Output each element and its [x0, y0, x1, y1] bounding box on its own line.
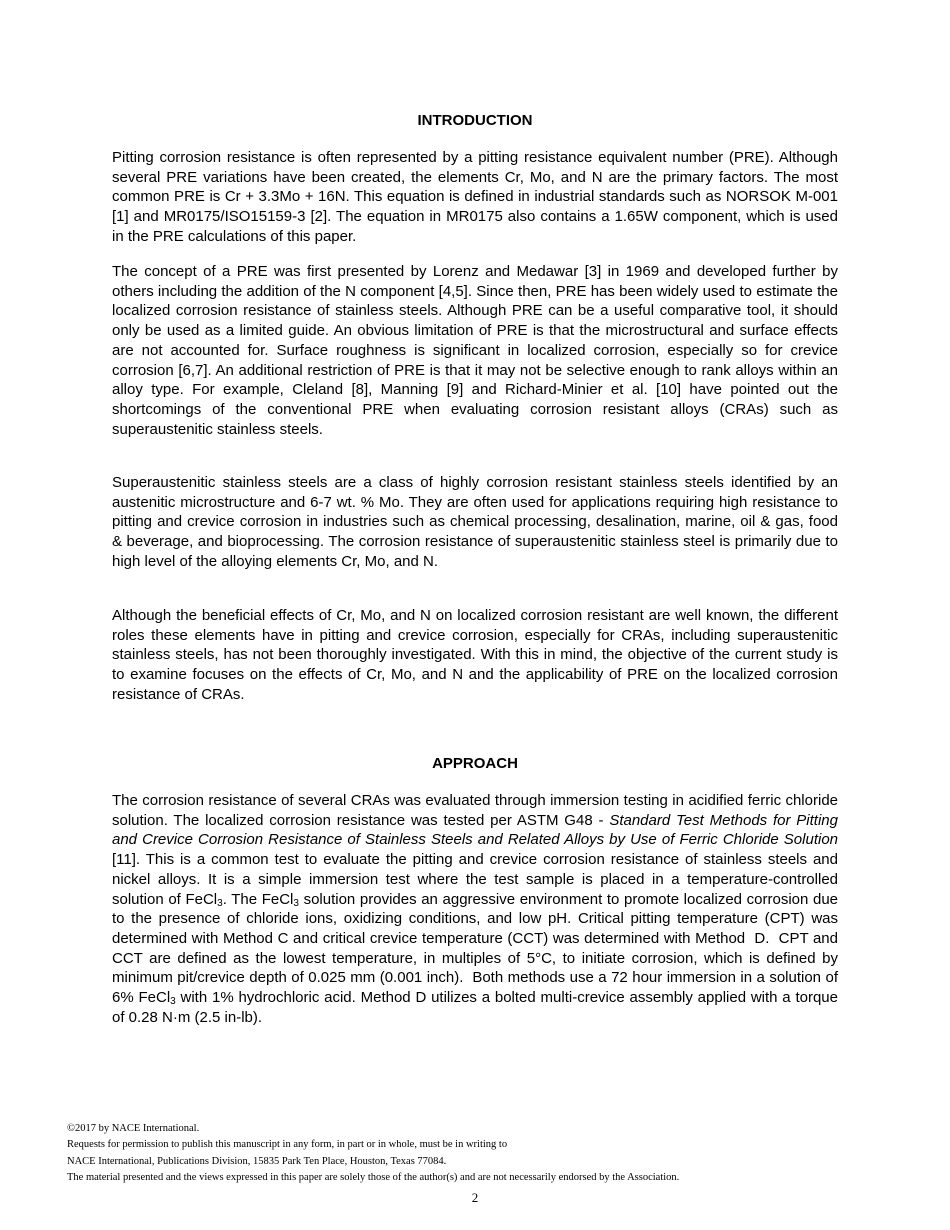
footer-permission-line: Requests for permission to publish this manuscript in any form, in part or in whole, must be in writing to	[67, 1139, 508, 1151]
introduction-paragraph-3: Superaustenitic stainless steels are a class of highly corrosion resistant stainless steels identified by an austenitic microstructure and 6-7 wt. % Mo. They are often used for applications requiring high resistance to pitting and crevice corrosion in industries such as chemical processing, desalination, marine, oil & gas, food & beverage, and bioprocessing. The corrosion resistance of superaustenitic stainless steel is primarily due to high level of the alloying elements Cr, Mo, and N.	[112, 474, 838, 570]
footer-copyright: ©2017 by NACE International.	[67, 1123, 200, 1134]
introduction-heading: INTRODUCTION	[417, 112, 533, 129]
introduction-paragraph-2: The concept of a PRE was first presented by Lorenz and Medawar [3] in 1969 and developed further by others including the addition of the N component [4,5]. Since then, PRE has been widely used to estimate the localized corrosion resistance of stainless steels. Although PRE can be a useful comparative tool, it should only be used as a limited guide. An obvious limitation of PRE is that the microstructural and surface effects are not accounted for. Surface roughness is significant in localized corrosion, especially so for crevice corrosion [6,7]. An additional restriction of PRE is that it may not be selective enough to rank alloys within an alloy type. For example, Cleland [8], Manning [9] and Richard-Minier et al. [10] have pointed out the shortcomings of the conventional PRE when evaluating corrosion resistant alloys (CRAs) such as superaustenitic stainless steels.	[112, 263, 838, 438]
subscript-3a: 3	[217, 897, 223, 909]
approach-text-4: . The FeCl	[222, 890, 294, 908]
approach-text-6: with 1% hydrochloric acid. Method D utilizes a bolted multi-crevice assembly applied with a torque of 0.28 N·m (2.5 in-lb).	[112, 989, 838, 1026]
astm-title-italic: Standard Test Methods for Pitting and Crevice Corrosion Resistance of Stainless Steels and Related Alloys by Use of Ferric Chloride Solution	[112, 811, 838, 849]
approach-text-1: The corrosion resistance of several CRAs was evaluated through immersion testing in acidified ferric chloride solution. The localized corrosion resistance was tested per ASTM G48 -	[112, 792, 838, 829]
footer-disclaimer-line: The material presented and the views expressed in this paper are solely those of the author(s) and are not necessarily endorsed by the Association.	[67, 1171, 680, 1183]
introduction-paragraph-4: Although the beneficial effects of Cr, Mo, and N on localized corrosion resistant are well known, the different roles these elements have in pitting and crevice corrosion, especially for CRAs, including superaustenitic stainless steels, has not been thoroughly investigated. With this in mind, the objective of the current study is to examine focuses on the effects of Cr, Mo, and N and the applicability of PRE on the localized corrosion resistance of CRAs.	[112, 607, 838, 703]
subscript-3b: 3	[293, 897, 299, 909]
introduction-paragraph-1: Pitting corrosion resistance is often represented by a pitting resistance equivalent number (PRE). Although several PRE variations have been created, the elements Cr, Mo, and N are the primary factors. The most common PRE is Cr + 3.3Mo + 16N. This equation is defined in industrial standards such as NORSOK M-001 [1] and MR0175/ISO15159-3 [2]. The equation in MR0175 also contains a 1.65W component, which is used in the PRE calculations of this paper.	[112, 149, 838, 245]
copyright-footer	[67, 1121, 887, 1186]
approach-paragraph	[112, 791, 838, 1027]
page-number: 2	[471, 1190, 479, 1205]
approach-text-5: solution provides an aggressive environment to promote localized corrosion due to the presence of chloride ions, oxidizing conditions, and low pH. Critical pitting temperature (CPT) was determined with Method C and critical crevice temperature (CCT) was determined with Method D. CPT and CCT are defined as the lowest temperature, in multiples of 5°C, to initiate corrosion, which is defined by minimum pit/crevice depth of 0.025 mm (0.001 inch). Both methods use a 72 hour immersion in a solution of 6% FeCl	[112, 890, 838, 1007]
footer-address-line: NACE International, Publications Division, 15835 Park Ten Place, Houston, Texas 77084.	[67, 1155, 447, 1167]
approach-text-3: [11]. This is a common test to evaluate the pitting and crevice corrosion resistance of stainless steels and nickel alloys. It is a simple immersion test where the test sample is placed in a temperature-controlled solution of FeCl	[112, 851, 838, 908]
approach-heading: APPROACH	[432, 755, 518, 772]
subscript-3c: 3	[170, 996, 176, 1008]
